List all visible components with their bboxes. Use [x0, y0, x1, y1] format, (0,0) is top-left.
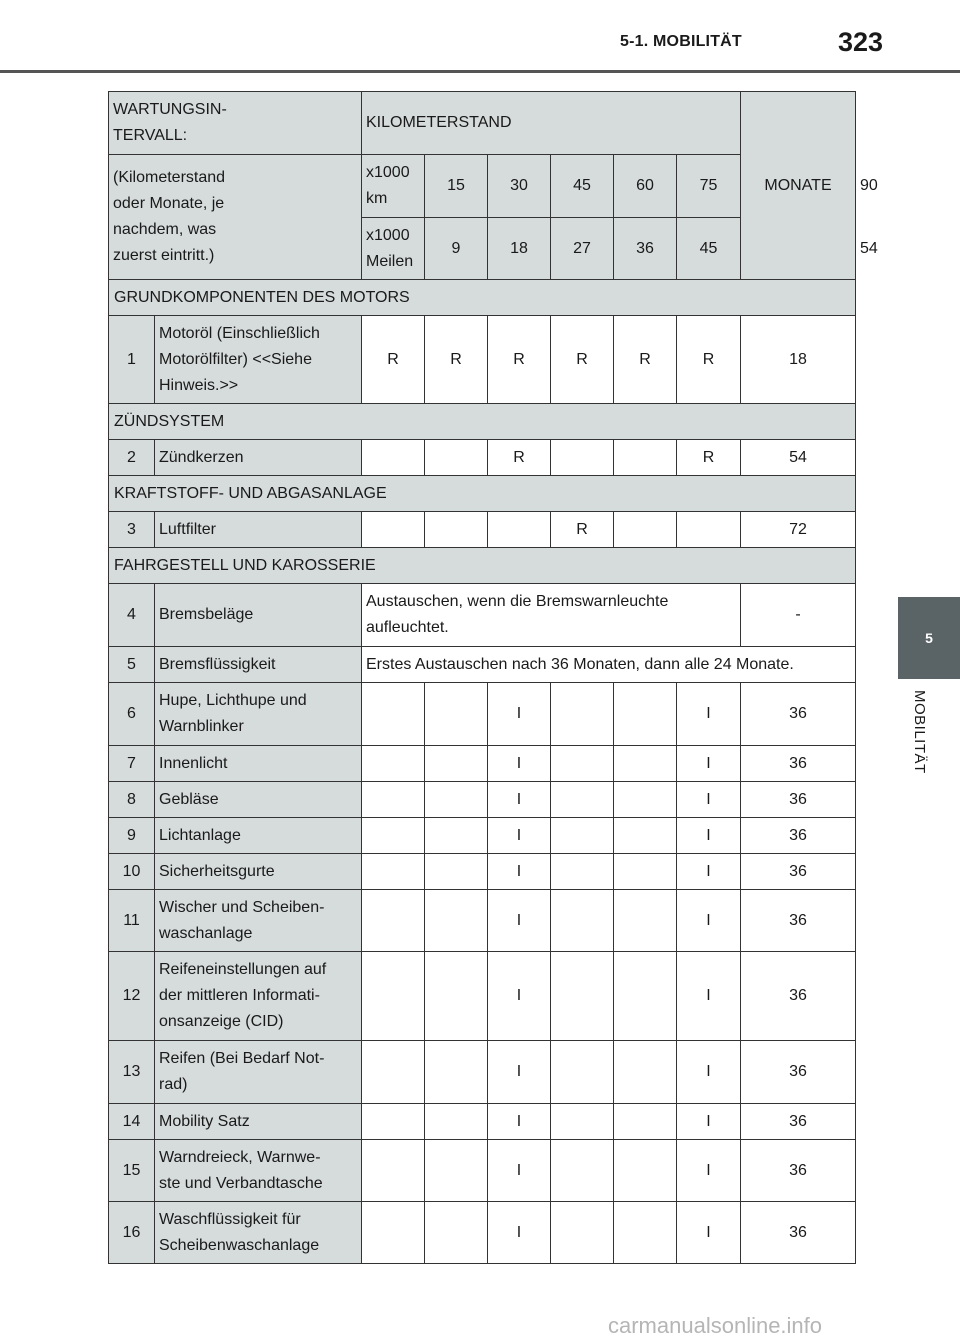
row-cell: R [488, 440, 551, 476]
row-cell: I [488, 1140, 551, 1202]
row-cell [425, 1140, 488, 1202]
row-item: Warndreieck, Warnwe- ste und Verbandtasche [155, 1140, 362, 1202]
table-row [109, 440, 856, 476]
row-months: 36 [741, 890, 856, 952]
row-number: 5 [109, 647, 155, 683]
row-cell [362, 1202, 425, 1264]
row-cell: I [488, 1041, 551, 1104]
row-cell [425, 818, 488, 854]
km-value: 15 [425, 155, 488, 218]
row-cell [362, 1041, 425, 1104]
row-cell: R [362, 316, 425, 404]
table-row [109, 1041, 856, 1104]
interval-label: WARTUNGSIN- TERVALL: [109, 92, 362, 155]
row-item: Motoröl (Einschließlich Motorölfilter) <<Siehe Hinweis.>> [155, 316, 362, 404]
table-row [109, 512, 856, 548]
months-header: MONATE [741, 92, 856, 280]
row-cell [677, 512, 741, 548]
row-item: Gebläse [155, 782, 362, 818]
row-cell: R [425, 316, 488, 404]
row-months: 36 [741, 746, 856, 782]
row-note: Erstes Austauschen nach 36 Monaten, dann alle 24 Monate. [362, 647, 856, 683]
table-row [109, 854, 856, 890]
row-months: 18 [741, 316, 856, 404]
row-cell [362, 1140, 425, 1202]
section-header: FAHRGESTELL UND KAROSSERIE [109, 548, 856, 584]
row-cell [614, 683, 677, 746]
row-number: 8 [109, 782, 155, 818]
row-cell [551, 1104, 614, 1140]
row-item: Innenlicht [155, 746, 362, 782]
row-cell [362, 746, 425, 782]
row-cell [551, 1140, 614, 1202]
table-row [109, 584, 856, 647]
row-cell [425, 683, 488, 746]
row-months: 36 [741, 1104, 856, 1140]
watermark: carmanualsonline.info [608, 1313, 823, 1338]
row-cell [362, 1104, 425, 1140]
row-cell [614, 440, 677, 476]
row-cell: I [488, 818, 551, 854]
row-cell [614, 1104, 677, 1140]
table-row [109, 952, 856, 1041]
row-cell [362, 854, 425, 890]
row-cell: I [488, 952, 551, 1041]
chapter-label: MOBILITÄT [911, 690, 928, 774]
row-cell [362, 440, 425, 476]
chapter-tab: 5 [898, 597, 960, 679]
row-cell [614, 782, 677, 818]
row-number: 12 [109, 952, 155, 1041]
row-number: 1 [109, 316, 155, 404]
row-cell: R [551, 512, 614, 548]
row-cell: R [551, 316, 614, 404]
row-cell: R [677, 316, 741, 404]
row-cell [614, 1140, 677, 1202]
row-months: 36 [741, 952, 856, 1041]
row-months: 36 [741, 1202, 856, 1264]
km-value: 75 [677, 155, 741, 218]
row-cell: I [488, 746, 551, 782]
row-cell [425, 952, 488, 1041]
header-divider [0, 70, 960, 73]
page-number: 323 [838, 27, 884, 57]
mile-value: 27 [551, 218, 614, 280]
row-cell [614, 1202, 677, 1264]
row-cell [362, 782, 425, 818]
row-number: 10 [109, 854, 155, 890]
row-cell [551, 782, 614, 818]
table-row [109, 746, 856, 782]
row-cell [425, 1104, 488, 1140]
row-cell: I [677, 746, 741, 782]
row-months: 72 [741, 512, 856, 548]
row-number: 14 [109, 1104, 155, 1140]
row-cell [425, 890, 488, 952]
table-row [109, 890, 856, 952]
row-cell: I [488, 1104, 551, 1140]
row-cell: I [677, 890, 741, 952]
row-months: 36 [741, 683, 856, 746]
unit-km: x1000 km [362, 155, 425, 218]
row-item: Waschflüssigkeit für Scheibenwaschanlage [155, 1202, 362, 1264]
row-cell [425, 746, 488, 782]
section-header: GRUNDKOMPONENTEN DES MOTORS [109, 280, 856, 316]
row-cell [425, 512, 488, 548]
row-cell [551, 1041, 614, 1104]
table-row [109, 818, 856, 854]
row-cell [551, 1202, 614, 1264]
row-cell [614, 512, 677, 548]
row-cell [551, 854, 614, 890]
unit-miles: x1000 Meilen [362, 218, 425, 280]
row-note: Austauschen, wenn die Bremswarnleuchte aufleuchtet. [362, 584, 741, 647]
row-cell: I [677, 1104, 741, 1140]
mile-value: 18 [488, 218, 551, 280]
row-cell: I [677, 1202, 741, 1264]
row-cell: I [677, 782, 741, 818]
row-cell [614, 1041, 677, 1104]
row-item: Lichtanlage [155, 818, 362, 854]
row-months: 36 [741, 818, 856, 854]
maintenance-schedule-table: WARTUNGSIN- TERVALL: KILOMETERSTAND MONATE (Kilometerstand oder Monate, je nachdem, was zuerst eintritt.) x1000 km 15 30 45 60 75 90 x1000 Meilen 9 18 27 36 45 54 GRUNDKOMPONENTEN DES MOTORS 1 Motoröl (Einschließlich Motorölfilter) <<Siehe Hinweis.>> R R R R R R 18 ZÜNDSYSTEM 2 Zündkerzen R R 54 KRAFTSTOFF- UND ABGASANLAGE 3 Luftfilter R 72 FAHRGESTELL UND KAROSSERIE 4 Bremsbeläge Austauschen, wenn die Bremswarnleuchte aufleuchtet. - 5 Bremsflüssigkeit Erstes Austauschen nach 36 Monaten, dann alle 24 Monate. 6 Hupe, Lichthupe und Warnblinker I I 36 7 Innenlicht I I 36 8 Gebläse I I 36 9 Lichtanlage I I 36 10 Sicherheitsgurte I I 36 11 Wischer und Scheiben- waschanlage I I 36 12 Reifeneinstellungen auf der mittleren Informati- onsanzeige (CID) I I 36 13 Reifen (Bei Bedarf Not- rad) I I 36 14 Mobility Satz I I 36 15 Warndreieck, Warnwe- ste und Verbandtasche I I 36 16 Waschflüssigkeit für Scheibenwaschanlage I I 36 [108, 91, 856, 1264]
row-months: 36 [741, 1140, 856, 1202]
row-cell: R [488, 316, 551, 404]
km-value: 30 [488, 155, 551, 218]
km-value: 45 [551, 155, 614, 218]
mile-value: 36 [614, 218, 677, 280]
row-number: 2 [109, 440, 155, 476]
row-item: Bremsflüssigkeit [155, 647, 362, 683]
row-number: 3 [109, 512, 155, 548]
row-item: Reifen (Bei Bedarf Not- rad) [155, 1041, 362, 1104]
row-item: Bremsbeläge [155, 584, 362, 647]
row-number: 4 [109, 584, 155, 647]
row-cell: I [677, 683, 741, 746]
row-months: 36 [741, 782, 856, 818]
row-cell [425, 1041, 488, 1104]
table-row [109, 1104, 856, 1140]
row-months: 36 [741, 854, 856, 890]
mileage-header: KILOMETERSTAND [362, 92, 741, 155]
interval-note: (Kilometerstand oder Monate, je nachdem, was zuerst eintritt.) [109, 155, 362, 280]
km-value: 60 [614, 155, 677, 218]
row-item: Reifeneinstellungen auf der mittleren Informati- onsanzeige (CID) [155, 952, 362, 1041]
table-row [109, 782, 856, 818]
row-cell [551, 890, 614, 952]
mile-value: 45 [677, 218, 741, 280]
row-months: 36 [741, 1041, 856, 1104]
row-cell [362, 683, 425, 746]
row-cell [551, 746, 614, 782]
row-item: Mobility Satz [155, 1104, 362, 1140]
row-cell: I [488, 683, 551, 746]
row-item: Zündkerzen [155, 440, 362, 476]
row-item: Hupe, Lichthupe und Warnblinker [155, 683, 362, 746]
row-number: 7 [109, 746, 155, 782]
row-cell [362, 512, 425, 548]
row-cell: I [488, 1202, 551, 1264]
row-cell [488, 512, 551, 548]
row-cell [425, 440, 488, 476]
row-cell [551, 683, 614, 746]
row-cell: I [677, 1140, 741, 1202]
row-cell: I [677, 854, 741, 890]
row-cell [614, 952, 677, 1041]
section-title: 5-1. MOBILITÄT [620, 33, 742, 50]
section-header: ZÜNDSYSTEM [109, 404, 856, 440]
row-cell [551, 952, 614, 1041]
section-header: KRAFTSTOFF- UND ABGASANLAGE [109, 476, 856, 512]
mile-value: 9 [425, 218, 488, 280]
row-cell [362, 818, 425, 854]
row-months: 54 [741, 440, 856, 476]
row-cell: I [677, 818, 741, 854]
row-number: 16 [109, 1202, 155, 1264]
row-months: - [741, 584, 856, 647]
row-cell [425, 854, 488, 890]
table-row [109, 647, 856, 683]
row-number: 13 [109, 1041, 155, 1104]
row-cell [614, 818, 677, 854]
row-cell [362, 952, 425, 1041]
row-cell: R [614, 316, 677, 404]
row-cell: I [488, 854, 551, 890]
row-cell [551, 818, 614, 854]
row-number: 6 [109, 683, 155, 746]
row-item: Wischer und Scheiben- waschanlage [155, 890, 362, 952]
row-number: 11 [109, 890, 155, 952]
row-cell [362, 890, 425, 952]
row-cell: R [677, 440, 741, 476]
row-number: 15 [109, 1140, 155, 1202]
row-number: 9 [109, 818, 155, 854]
table-row [109, 1202, 856, 1264]
row-cell: I [488, 890, 551, 952]
row-cell [551, 440, 614, 476]
row-cell: I [677, 952, 741, 1041]
table-row [109, 316, 856, 404]
row-cell [425, 1202, 488, 1264]
row-item: Luftfilter [155, 512, 362, 548]
table-row [109, 683, 856, 746]
row-cell [614, 890, 677, 952]
row-cell [614, 854, 677, 890]
row-cell: I [488, 782, 551, 818]
row-cell [425, 782, 488, 818]
table-row [109, 1140, 856, 1202]
row-cell [614, 746, 677, 782]
row-item: Sicherheitsgurte [155, 854, 362, 890]
row-cell: I [677, 1041, 741, 1104]
